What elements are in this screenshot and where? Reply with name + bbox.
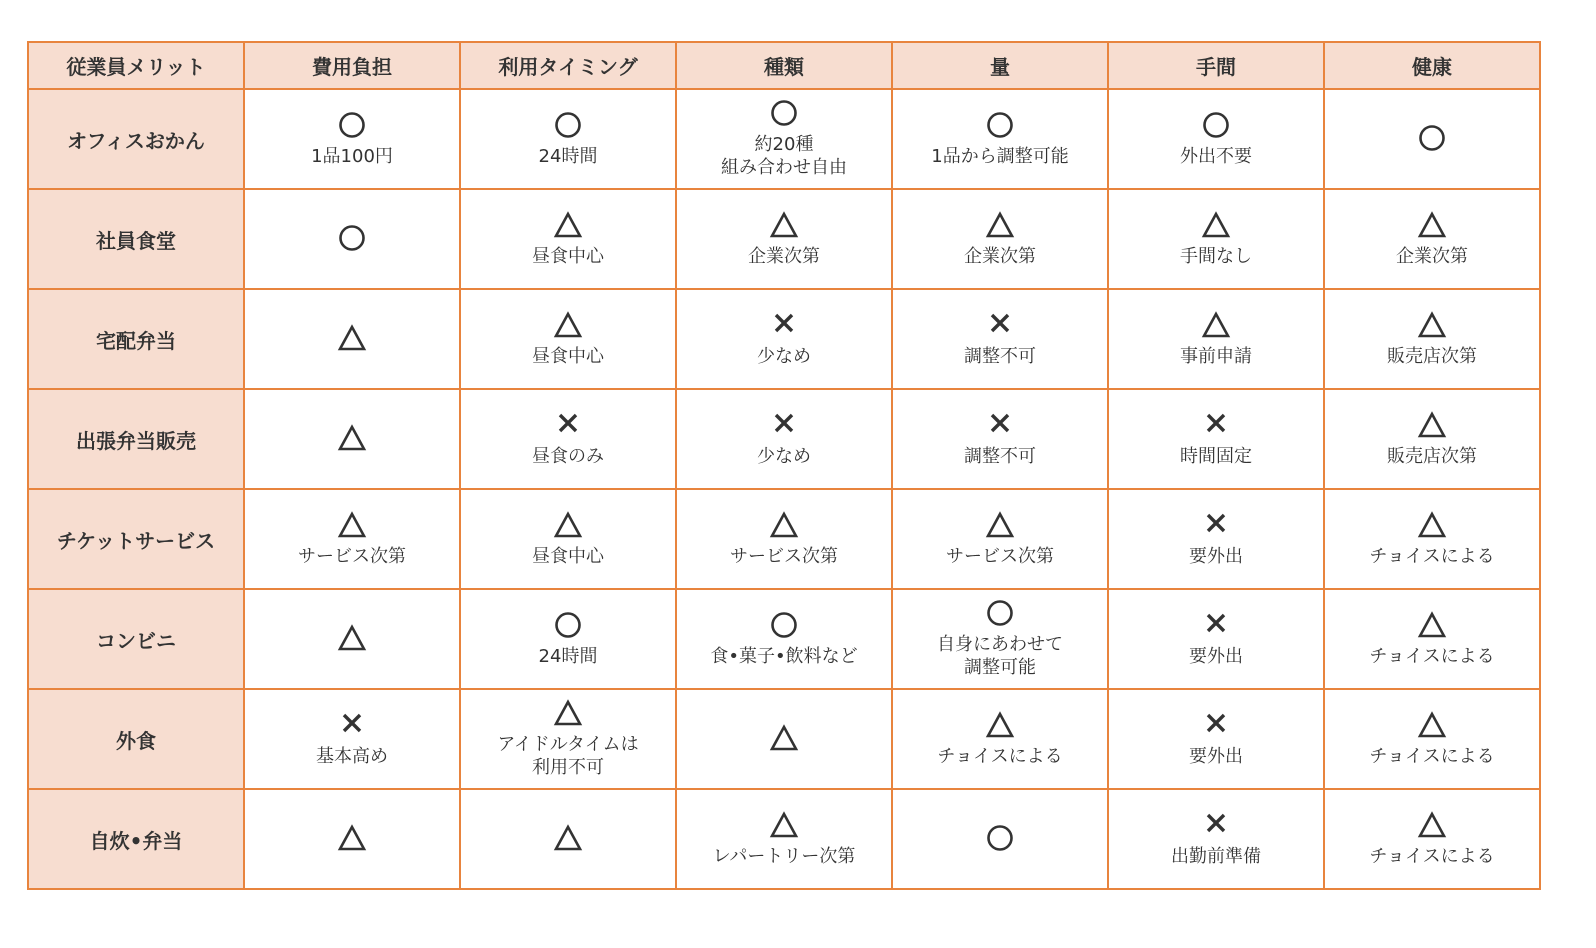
cross-mark-icon — [1204, 411, 1228, 441]
cell-content — [1325, 690, 1539, 788]
cell-note: チョイスによる — [1369, 845, 1495, 867]
cell-content — [893, 590, 1107, 688]
cell-content — [245, 290, 459, 388]
cell-note: サービス次第 — [298, 545, 406, 567]
cell-content — [461, 90, 675, 188]
table-row — [28, 689, 1540, 789]
row-label: オフィスおかん — [28, 89, 244, 189]
table-row — [28, 389, 1540, 489]
cell-cost — [244, 589, 460, 689]
cell-timing — [460, 189, 676, 289]
cell-content — [1109, 90, 1323, 188]
cell-note: 食•菓子•飲料など — [710, 645, 858, 667]
triangle-mark-icon — [1417, 711, 1447, 741]
cell-amount — [892, 89, 1108, 189]
circle-mark-icon — [986, 599, 1014, 629]
cell-amount — [892, 389, 1108, 489]
cell-effort — [1108, 789, 1324, 889]
cell-cost — [244, 189, 460, 289]
triangle-mark-icon — [769, 511, 799, 541]
triangle-mark-icon — [769, 724, 799, 754]
cell-note: 手間なし — [1180, 245, 1252, 267]
triangle-mark-icon — [1201, 311, 1231, 341]
triangle-mark-icon — [337, 824, 367, 854]
cell-timing — [460, 489, 676, 589]
cell-content — [1325, 390, 1539, 488]
triangle-mark-icon — [1417, 511, 1447, 541]
cell-health — [1324, 689, 1540, 789]
circle-mark-icon — [770, 611, 798, 641]
triangle-mark-icon — [985, 511, 1015, 541]
cell-timing — [460, 789, 676, 889]
cell-health — [1324, 289, 1540, 389]
triangle-mark-icon — [337, 511, 367, 541]
row-label: 社員食堂 — [28, 189, 244, 289]
cell-variety — [676, 589, 892, 689]
table-row — [28, 789, 1540, 889]
cross-mark-icon — [556, 411, 580, 441]
circle-mark-icon — [338, 111, 366, 141]
cross-mark-icon — [340, 711, 364, 741]
triangle-mark-icon — [553, 211, 583, 241]
cross-mark-icon — [988, 411, 1012, 441]
cell-content — [1325, 290, 1539, 388]
row-label: 宅配弁当 — [28, 289, 244, 389]
cell-note: 外出不要 — [1180, 145, 1252, 167]
cell-content — [677, 290, 891, 388]
header-health: 健康 — [1324, 42, 1540, 89]
cell-content — [461, 490, 675, 588]
cell-content — [1109, 490, 1323, 588]
cell-content — [893, 690, 1107, 788]
cell-content — [461, 390, 675, 488]
header-row-label: 従業員メリット — [28, 42, 244, 89]
cell-cost — [244, 689, 460, 789]
cell-health — [1324, 389, 1540, 489]
triangle-mark-icon — [1417, 211, 1447, 241]
cell-content — [1109, 390, 1323, 488]
cross-mark-icon — [772, 311, 796, 341]
cell-note: 企業次第 — [748, 245, 820, 267]
cell-health — [1324, 589, 1540, 689]
cell-note: 企業次第 — [1396, 245, 1468, 267]
circle-mark-icon — [554, 611, 582, 641]
cell-content — [1325, 90, 1539, 188]
header-variety: 種類 — [676, 42, 892, 89]
cell-note: 出勤前準備 — [1171, 845, 1261, 867]
triangle-mark-icon — [553, 699, 583, 729]
cell-note: 販売店次第 — [1387, 345, 1477, 367]
cell-effort — [1108, 389, 1324, 489]
triangle-mark-icon — [1417, 811, 1447, 841]
cell-note: 昼食中心 — [532, 345, 604, 367]
triangle-mark-icon — [1201, 211, 1231, 241]
cell-content — [893, 390, 1107, 488]
cell-note: チョイスによる — [1369, 645, 1495, 667]
cross-mark-icon — [772, 411, 796, 441]
cell-health — [1324, 489, 1540, 589]
cell-variety — [676, 789, 892, 889]
cell-timing — [460, 589, 676, 689]
triangle-mark-icon — [553, 311, 583, 341]
header-effort: 手間 — [1108, 42, 1324, 89]
cell-note: 少なめ — [757, 445, 811, 467]
cell-note: サービス次第 — [730, 545, 838, 567]
cell-note: 調整不可 — [964, 345, 1036, 367]
row-label: 外食 — [28, 689, 244, 789]
cell-content — [677, 390, 891, 488]
triangle-mark-icon — [769, 211, 799, 241]
cell-effort — [1108, 689, 1324, 789]
table-row — [28, 89, 1540, 189]
circle-mark-icon — [986, 824, 1014, 854]
cell-effort — [1108, 589, 1324, 689]
cell-amount — [892, 489, 1108, 589]
cross-mark-icon — [988, 311, 1012, 341]
header-timing: 利用タイミング — [460, 42, 676, 89]
cell-content — [893, 790, 1107, 888]
triangle-mark-icon — [337, 624, 367, 654]
cell-note: チョイスによる — [1369, 745, 1495, 767]
table-row — [28, 589, 1540, 689]
circle-mark-icon — [554, 111, 582, 141]
header-row — [28, 42, 1540, 89]
cell-content — [245, 790, 459, 888]
cell-variety — [676, 389, 892, 489]
comparison-table-container — [27, 41, 1541, 890]
cell-cost — [244, 489, 460, 589]
cell-content — [677, 690, 891, 788]
cell-content — [1109, 690, 1323, 788]
header-amount: 量 — [892, 42, 1108, 89]
cell-content — [677, 190, 891, 288]
row-label: 出張弁当販売 — [28, 389, 244, 489]
cell-timing — [460, 689, 676, 789]
cell-note: 昼食中心 — [532, 545, 604, 567]
cell-note: 1品から調整可能 — [931, 145, 1069, 167]
cell-content — [677, 90, 891, 188]
cell-health — [1324, 789, 1540, 889]
circle-mark-icon — [1418, 124, 1446, 154]
cross-mark-icon — [1204, 511, 1228, 541]
triangle-mark-icon — [1417, 611, 1447, 641]
cell-note: レパートリー次第 — [712, 845, 856, 867]
cross-mark-icon — [1204, 711, 1228, 741]
cell-note: チョイスによる — [937, 745, 1063, 767]
row-label: チケットサービス — [28, 489, 244, 589]
cell-note: 24時間 — [538, 145, 598, 167]
cell-note: 昼食中心 — [532, 245, 604, 267]
cell-note: 企業次第 — [964, 245, 1036, 267]
cell-content — [677, 490, 891, 588]
cell-content — [1109, 790, 1323, 888]
cell-cost — [244, 289, 460, 389]
cell-content — [1325, 790, 1539, 888]
cell-amount — [892, 189, 1108, 289]
cell-content — [461, 190, 675, 288]
cell-content — [1325, 490, 1539, 588]
cell-note: 調整不可 — [964, 445, 1036, 467]
cell-note: 要外出 — [1189, 645, 1243, 667]
triangle-mark-icon — [1417, 411, 1447, 441]
cell-amount — [892, 589, 1108, 689]
cell-note: アイドルタイムは 利用不可 — [497, 734, 639, 778]
cell-content — [461, 790, 675, 888]
cell-content — [893, 190, 1107, 288]
cell-note: 自身にあわせて 調整可能 — [937, 634, 1063, 678]
cell-effort — [1108, 489, 1324, 589]
circle-mark-icon — [1202, 111, 1230, 141]
cell-note: 要外出 — [1189, 745, 1243, 767]
cross-mark-icon — [1204, 611, 1228, 641]
table-body — [28, 89, 1540, 889]
triangle-mark-icon — [985, 211, 1015, 241]
cell-content — [893, 490, 1107, 588]
cell-amount — [892, 289, 1108, 389]
cell-note: 基本高め — [316, 745, 388, 767]
cell-effort — [1108, 89, 1324, 189]
cell-note: 要外出 — [1189, 545, 1243, 567]
circle-mark-icon — [770, 99, 798, 129]
cell-note: 24時間 — [538, 645, 598, 667]
cell-cost — [244, 389, 460, 489]
row-label: 自炊•弁当 — [28, 789, 244, 889]
cell-content — [245, 690, 459, 788]
triangle-mark-icon — [337, 324, 367, 354]
cell-content — [677, 590, 891, 688]
cell-note: 少なめ — [757, 345, 811, 367]
cell-content — [1325, 190, 1539, 288]
cell-content — [1325, 590, 1539, 688]
cell-content — [1109, 190, 1323, 288]
header-cost: 費用負担 — [244, 42, 460, 89]
cell-content — [677, 790, 891, 888]
cell-cost — [244, 89, 460, 189]
triangle-mark-icon — [1417, 311, 1447, 341]
cell-content — [1109, 590, 1323, 688]
cell-note: 販売店次第 — [1387, 445, 1477, 467]
cell-note: 事前申請 — [1180, 345, 1252, 367]
table-row — [28, 489, 1540, 589]
cell-timing — [460, 89, 676, 189]
cell-content — [245, 90, 459, 188]
cell-effort — [1108, 189, 1324, 289]
cell-variety — [676, 689, 892, 789]
cell-variety — [676, 189, 892, 289]
cell-content — [893, 290, 1107, 388]
cell-note: 時間固定 — [1180, 445, 1252, 467]
cell-content — [461, 690, 675, 788]
cell-variety — [676, 289, 892, 389]
cell-note: 1品100円 — [311, 145, 393, 167]
comparison-table — [27, 41, 1541, 890]
circle-mark-icon — [986, 111, 1014, 141]
table-row — [28, 189, 1540, 289]
cross-mark-icon — [1204, 811, 1228, 841]
cell-note: サービス次第 — [946, 545, 1054, 567]
cell-amount — [892, 789, 1108, 889]
table-row — [28, 289, 1540, 389]
row-label: コンビニ — [28, 589, 244, 689]
cell-content — [245, 590, 459, 688]
cell-note: チョイスによる — [1369, 545, 1495, 567]
cell-content — [461, 590, 675, 688]
circle-mark-icon — [338, 224, 366, 254]
cell-health — [1324, 189, 1540, 289]
triangle-mark-icon — [553, 824, 583, 854]
triangle-mark-icon — [985, 711, 1015, 741]
cell-amount — [892, 689, 1108, 789]
cell-variety — [676, 89, 892, 189]
cell-content — [245, 190, 459, 288]
triangle-mark-icon — [337, 424, 367, 454]
cell-health — [1324, 89, 1540, 189]
cell-variety — [676, 489, 892, 589]
cell-timing — [460, 289, 676, 389]
cell-content — [245, 390, 459, 488]
cell-timing — [460, 389, 676, 489]
cell-note: 約20種 組み合わせ自由 — [721, 134, 847, 178]
triangle-mark-icon — [769, 811, 799, 841]
cell-content — [1109, 290, 1323, 388]
cell-content — [245, 490, 459, 588]
cell-cost — [244, 789, 460, 889]
cell-content — [461, 290, 675, 388]
triangle-mark-icon — [553, 511, 583, 541]
cell-note: 昼食のみ — [532, 445, 604, 467]
cell-effort — [1108, 289, 1324, 389]
cell-content — [893, 90, 1107, 188]
